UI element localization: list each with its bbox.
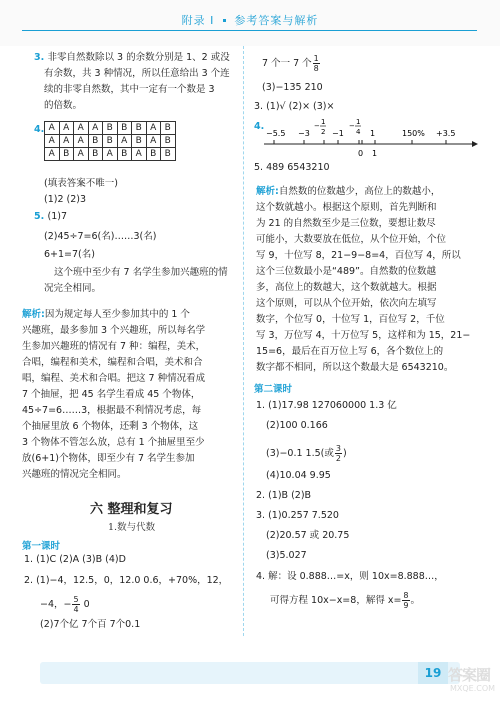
q3-number: 3. xyxy=(34,52,48,63)
nl-label-1: 1 xyxy=(370,129,376,138)
subsection-title: 1.数与代数 xyxy=(108,522,156,533)
left-analysis-line-11: 兴趣班的情况完全相同。 xyxy=(22,469,127,480)
nl-frac2-bot: 4 xyxy=(356,128,361,136)
left-analysis-line-4: 合唱，编程和美术，编程和合唱，美术和合 xyxy=(22,357,203,368)
nl-label-neg-half: − xyxy=(314,122,320,130)
q4-grid-cell: B xyxy=(117,122,132,135)
q4-grid-row xyxy=(45,148,176,161)
l1-q2-line-2 xyxy=(40,595,90,614)
l1-q2-fraction xyxy=(72,595,79,614)
q4-grid-cell: B xyxy=(88,135,103,148)
left-analysis-line-10: 放(6+1)个物体，即至少有 7 名学生参加 xyxy=(22,453,195,464)
right-analysis-line-9: 数字，个位写 0，十位写 1，百位写 2，千位 xyxy=(256,314,445,325)
q4-grid-cell: A xyxy=(74,122,89,135)
right-analysis-line-12: 数字都不相同，所以这个数最大是 6543210。 xyxy=(256,362,454,373)
r1-fraction xyxy=(313,54,320,73)
left-analysis-label: 解析: xyxy=(22,309,45,320)
frac-denominator: 4 xyxy=(73,605,79,614)
l2-q3-line-3: (3)5.027 xyxy=(266,550,307,561)
l2-q4-pre: 可得方程 10x−x=8，解得 x= xyxy=(270,595,402,606)
footer-band xyxy=(40,662,460,684)
q4-grid-cell: A xyxy=(45,135,60,148)
q3-line-1 xyxy=(34,52,230,64)
q4-grid-cell: B xyxy=(161,135,176,148)
header-left: 附录 I xyxy=(181,14,215,27)
header-rule xyxy=(22,30,477,31)
l1-q2-line-1: 2. (1)−4，12.5，0，12.0 0.6，+70%，12， xyxy=(24,575,229,586)
q4-grid-cell: A xyxy=(132,148,147,161)
q4-grid-row xyxy=(45,135,176,148)
l2-q4-line-1: 4. 解：设 0.888…=x，则 10x=8.888…， xyxy=(256,571,444,582)
q4-grid-cell: B xyxy=(117,148,132,161)
q5-line-3: 6+1=7(名) xyxy=(44,249,95,260)
right-analysis-text: 自然数的位数越少，高位上的数越小， xyxy=(278,186,441,197)
l1-q2-line-3: (2)7个亿 7个百 7个0.1 xyxy=(40,619,141,630)
q4-grid-cell: A xyxy=(74,148,89,161)
nl-label-n3: −3 xyxy=(298,129,310,138)
q4-grid-cell: A xyxy=(103,148,118,161)
header-dot-icon xyxy=(223,19,226,22)
number-line xyxy=(262,114,478,160)
number-line-ticks xyxy=(274,140,446,144)
q4-grid-cell: A xyxy=(59,135,74,148)
q5-part1: (1)7 xyxy=(47,211,68,222)
frac-numerator: 3 xyxy=(335,444,341,453)
q4-grid-cell: A xyxy=(88,122,103,135)
nl-label-p3-5: +3.5 xyxy=(436,129,456,138)
nl-label-150: 150% xyxy=(402,129,425,138)
arrow-right-icon xyxy=(472,141,478,147)
right-analysis-line-7: 多，高位上的数越大，这个数就越大。根据 xyxy=(256,282,437,293)
q4-number: 4. xyxy=(34,124,45,135)
right-analysis-line-2: 这个数就越小。根据这个原则，首先判断和 xyxy=(256,202,437,213)
q4-grid-cell: B xyxy=(132,122,147,135)
q4-grid-cell: A xyxy=(59,122,74,135)
nl-label-n1: −1 xyxy=(332,129,344,138)
nl-label-neg-quarter: − xyxy=(349,122,355,130)
l2-q4-fraction xyxy=(402,591,409,610)
r3-line: 3. (1)√ (2)× (3)× xyxy=(254,101,335,112)
q5-line-2: (2)45÷7=6(名)……3(名) xyxy=(44,231,157,242)
l2-q3-line-2: (2)20.57 或 20.75 xyxy=(266,530,350,541)
l2-q4-line-2 xyxy=(270,591,420,610)
nl-frac1-top: 1 xyxy=(321,118,326,126)
column-divider xyxy=(243,46,244,636)
nl-axis-1: 1 xyxy=(372,149,378,158)
l2-q1-line-1: 1. (1)17.98 127060000 1.3 亿 xyxy=(256,400,397,411)
l1-q2-pre: −4，− xyxy=(40,599,72,610)
left-analysis-line-8: 个抽屉里放 6 个物体，还剩 3 个物体，这 xyxy=(22,421,199,432)
l2-q3-line-1: 3. (1)0.257 7.520 xyxy=(256,510,339,521)
q5-line-4: 这个班中至少有 7 名学生参加兴趣班的情 xyxy=(54,267,228,278)
q4-grid-row xyxy=(45,122,176,135)
page-number: 19 xyxy=(418,662,448,684)
right-analysis-line-3: 为 21 的自然数至少是三位数，要想让数尽 xyxy=(256,218,436,229)
l2-q1-3-pre: (3)−0.1 1.5(或 xyxy=(266,448,334,459)
left-analysis-text: 因为规定每人至少参加其中的 1 个 xyxy=(44,309,190,320)
frac-denominator: 9 xyxy=(403,601,409,610)
right-analysis-label: 解析: xyxy=(256,186,279,197)
q4-grid-cell: B xyxy=(161,148,176,161)
q3-line-2: 有余数，共 3 种情况，所以任意给出 3 个连 xyxy=(44,68,230,79)
nl-label-n5-5: −5.5 xyxy=(266,129,286,138)
l2-q2: 2. (1)B (2)B xyxy=(256,490,312,501)
l2-q1-line-2: (2)100 0.166 xyxy=(266,420,328,431)
q3-line-3: 续的非零自然数，其中一定有一个数是 3 xyxy=(44,84,215,95)
r1-text: 7 个一 7 个 xyxy=(262,58,312,69)
left-analysis-line-7: 45÷7=6……3，根据最不利情况考虑，每 xyxy=(22,405,202,416)
lesson-1-title: 第一课时 xyxy=(22,541,61,552)
q4-answer: (1)2 (2)3 xyxy=(44,194,87,205)
q4-grid-cell: B xyxy=(59,148,74,161)
q3-line-4: 的倍数。 xyxy=(44,100,83,111)
q4-grid-cell: A xyxy=(117,135,132,148)
frac-numerator: 1 xyxy=(313,54,319,63)
q5-line-1 xyxy=(34,211,67,223)
q4-grid-cell: B xyxy=(161,122,176,135)
r4-number: 4. xyxy=(254,121,265,132)
frac-numerator: 8 xyxy=(403,591,409,600)
left-analysis-line-6: 7 个抽屉，把 45 名学生看成 45 个物体， xyxy=(22,389,201,400)
q4-grid-cell: B xyxy=(132,135,147,148)
q4-note: (填表答案不唯一) xyxy=(44,178,118,189)
r1-line xyxy=(262,54,321,73)
right-analysis-line-1 xyxy=(256,186,440,198)
nl-frac1-bot: 2 xyxy=(321,128,326,136)
l2-q1-3-fraction xyxy=(335,444,342,463)
q4-grid-cell: B xyxy=(88,148,103,161)
left-analysis-line-2: 兴趣班，最多参加 3 个兴趣班，所以每名学 xyxy=(22,325,206,336)
watermark-url: MXQE.COM xyxy=(450,684,496,693)
left-analysis-line-3: 生参加兴趣班的情况有 7 种：编程，美术， xyxy=(22,341,206,352)
nl-axis-0: 0 xyxy=(358,149,364,158)
q5-number: 5. xyxy=(34,211,48,222)
right-analysis-line-10: 写 3，万位写 4，十万位写 5，这样和为 15，21− xyxy=(256,330,471,341)
nl-frac2-top: 1 xyxy=(356,118,361,126)
watermark-logo: 答案圈 xyxy=(448,666,491,684)
right-analysis-line-4: 可能小，大数要放在低位，从个位开始，个位 xyxy=(256,234,447,245)
l2-q1-line-3 xyxy=(266,444,347,463)
q4-grid-cell: A xyxy=(45,122,60,135)
left-analysis-line-9: 3 个物体不管怎么放，总有 1 个抽屉里至少 xyxy=(22,437,205,448)
right-analysis-line-11: 15=6，最后在百万位上写 6，各个数位上的 xyxy=(256,346,444,357)
q3-text: 非零自然数除以 3 的余数分别是 1、2 或没 xyxy=(47,52,230,63)
lesson-2-title: 第二课时 xyxy=(254,384,293,395)
l2-q1-line-4: (4)10.04 9.95 xyxy=(266,470,331,481)
r5-line: 5. 489 6543210 xyxy=(254,162,330,173)
l2-q4-post: 。 xyxy=(410,595,421,606)
r2-line: (3)−135 210 xyxy=(262,82,323,93)
l1-q2-post: 0 xyxy=(80,599,90,610)
left-analysis-line-5: 唱，编程、美术和合唱。把这 7 种情况看成 xyxy=(22,373,206,384)
header-right: 参考答案与解析 xyxy=(234,14,319,27)
right-analysis-line-6: 这个三位数最小是“489”。自然数的位数越 xyxy=(256,266,436,277)
l1-q1: 1. (1)C (2)A (3)B (4)D xyxy=(24,554,126,565)
section-title: 六 整理和复习 xyxy=(90,502,173,517)
q4-grid-cell: B xyxy=(146,148,161,161)
q4-grid-cell: B xyxy=(103,122,118,135)
q4-grid xyxy=(44,121,176,161)
q4-grid-cell: A xyxy=(146,135,161,148)
frac-denominator: 2 xyxy=(335,454,341,463)
frac-denominator: 8 xyxy=(313,64,319,73)
q4-grid-cell: B xyxy=(103,135,118,148)
q4-grid-cell: A xyxy=(146,122,161,135)
frac-numerator: 5 xyxy=(73,595,79,604)
left-analysis-line-1 xyxy=(22,309,190,321)
q4-grid-cell: A xyxy=(45,148,60,161)
q4-grid-cell: A xyxy=(74,135,89,148)
page-header xyxy=(0,12,500,28)
l2-q1-3-post: ) xyxy=(342,448,347,459)
q5-line-5: 况完全相同。 xyxy=(44,283,102,294)
right-analysis-line-5: 写 9，十位写 8，21−9−8=4，百位写 4，所以 xyxy=(256,250,461,261)
right-analysis-line-8: 这个原则，可以从个位开始，依次向左填写 xyxy=(256,298,437,309)
